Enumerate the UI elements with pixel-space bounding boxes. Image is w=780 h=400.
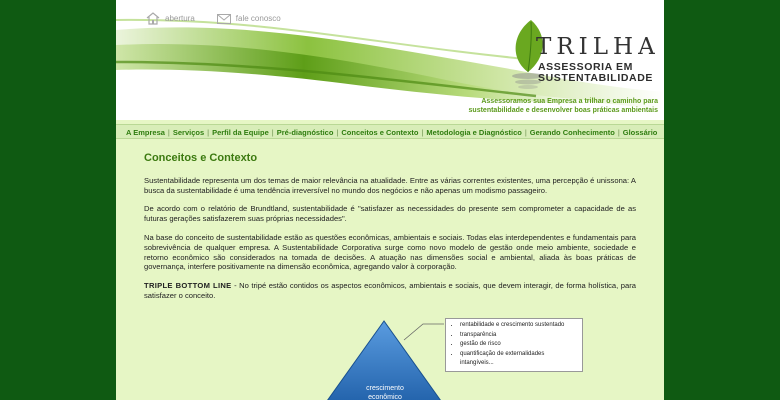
- paragraph-brundtland: De acordo com o relatório de Brundtland, sustentabilidade é "satisfazer as necessidades do presente sem comprometer a capacidade de as futuras gerações satisfazerem suas próprias necessidades".: [144, 204, 636, 224]
- triangle-label: [344, 384, 426, 400]
- bullet-item: • transparência: [460, 331, 578, 341]
- nav-item-perfil-da-equipe[interactable]: Perfil da Equipe: [212, 128, 269, 137]
- tagline-line-2: sustentabilidade e desenvolver boas práticas ambientais: [468, 107, 658, 114]
- triple-bottom-line-label: TRIPLE BOTTOM LINE: [144, 281, 232, 291]
- house-icon: [146, 12, 160, 25]
- nav-separator: |: [271, 128, 274, 137]
- nav-separator: |: [524, 128, 527, 137]
- tagline-line-1: Assessoramos sua Empresa a trilhar o caminho para: [481, 98, 658, 105]
- logo-subtitle-line-2: SUSTENTABILIDADE: [538, 72, 653, 84]
- connector-line: [404, 324, 444, 340]
- triangle-label-line-1: crescimento: [366, 385, 404, 392]
- main-content: [144, 154, 636, 310]
- nav-separator: |: [421, 128, 424, 137]
- link-fale-conosco[interactable]: [217, 12, 281, 25]
- logo-wordmark[interactable]: TRILHA: [536, 34, 660, 60]
- paragraph-triple-bottom-line: [144, 281, 636, 301]
- top-links: [146, 12, 281, 25]
- nav-item-gerando-conhecimento[interactable]: Gerando Conhecimento: [529, 128, 615, 137]
- nav-separator: |: [167, 128, 170, 137]
- page-container: [116, 0, 664, 400]
- link-abertura[interactable]: [146, 12, 195, 25]
- tagline: [469, 97, 658, 115]
- bullet-item: • gestão de risco: [460, 340, 578, 350]
- header-banner: [116, 0, 664, 120]
- nav-item-pre-diagnostico[interactable]: Pré-diagnóstico: [276, 128, 334, 137]
- page-title: Conceitos e Contexto: [144, 152, 258, 164]
- paragraph-intro: Sustentabilidade representa um dos temas de maior relevância na atualidade. Entre as várias correntes existentes, uma percepção é unissona: A busca da sustentabilidade é uma tendência irreversível no mundo dos negócios e não apenas um modismo passageiro.: [144, 175, 636, 195]
- nav-separator: |: [336, 128, 339, 137]
- nav-item-servicos[interactable]: Serviços: [172, 128, 205, 137]
- logo-subtitle-line-1: ASSESSORIA EM: [538, 61, 633, 73]
- link-abertura-label: abertura: [165, 14, 195, 23]
- triple-bottom-line-text: - No tripé estão contidos os aspectos econômicos, ambientais e sociais, que devem interagir, de forma holística, para satisfazer o conceito.: [144, 281, 636, 300]
- nav-separator: |: [617, 128, 620, 137]
- nav-item-a-empresa[interactable]: A Empresa: [126, 128, 165, 137]
- bullet-item: • quantificação de externalidades intangíveis...: [460, 350, 578, 369]
- paragraph-base: Na base do conceito de sustentabilidade estão as questões econômicas, ambientais e sociais. Todas elas interdependentes e fundamentais para sobrevivência de qualquer empresa. A Sustentabilidade Corporativa surge como novo modelo de gestão onde meio ambiente, sociedade e retorno econômico são considerados na tomada de decisões. A atuação nas dimensões social e ambiental, aliada às boas práticas de governança, interfere positivamente na dimensão econômica, agregando valor à corporação.: [144, 232, 636, 272]
- economic-bullets-box: [445, 318, 583, 372]
- main-nav: [116, 124, 664, 139]
- envelope-icon: [217, 14, 231, 24]
- nav-separator: |: [207, 128, 210, 137]
- bullet-item: • rentabilidade e crescimento sustentado: [460, 321, 578, 331]
- nav-item-metodologia[interactable]: Metodologia e Diagnóstico: [426, 128, 522, 137]
- logo-subtitle: [538, 62, 653, 84]
- link-fale-conosco-label: fale conosco: [235, 14, 281, 23]
- nav-item-conceitos-e-contexto[interactable]: Conceitos e Contexto: [341, 128, 419, 137]
- nav-item-glossario[interactable]: Glossário: [622, 128, 658, 137]
- triangle-label-line-2: econômico: [368, 394, 402, 400]
